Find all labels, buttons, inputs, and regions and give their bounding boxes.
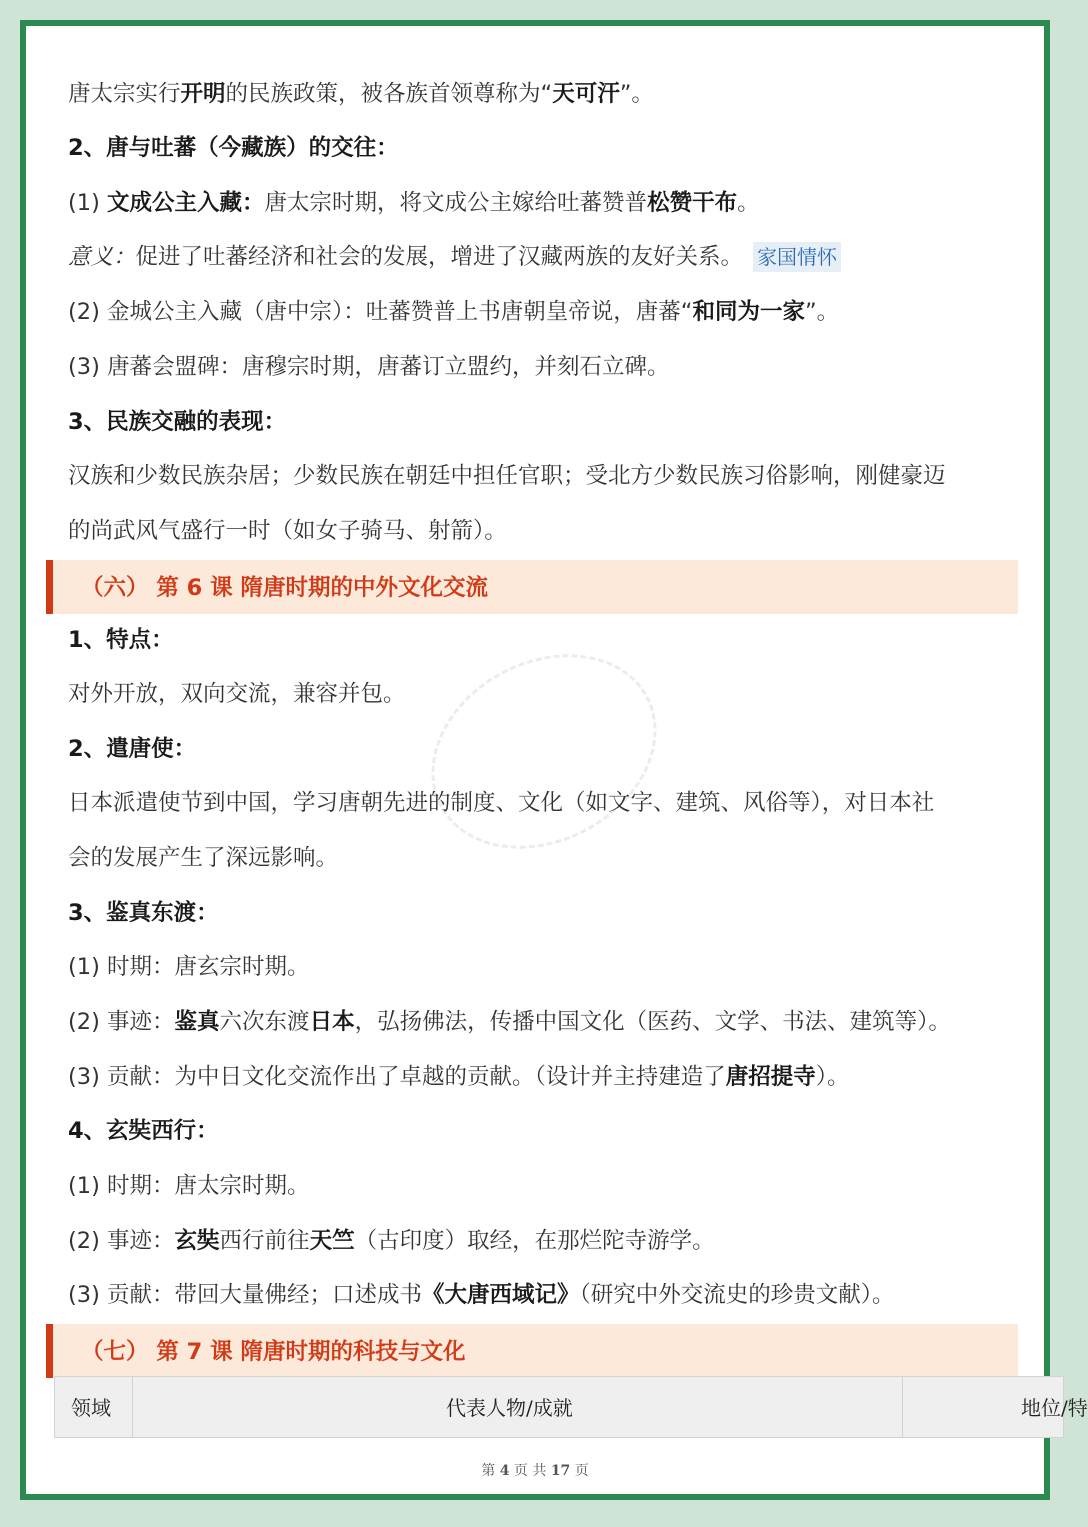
text-line: (3) 贡献：带回大量佛经；口述成书《大唐西域记》（研究中外交流史的珍贵文献）。: [68, 1282, 895, 1308]
table-header-row: [54, 1376, 1088, 1438]
text-line: (2) 金城公主入藏（唐中宗）：吐蕃赞普上书唐朝皇帝说，唐蕃“和同为一家”。: [68, 299, 840, 325]
text-line: (2) 事迹：鉴真六次东渡日本，弘扬佛法，传播中国文化（医药、文学、书法、建筑等）。: [68, 1009, 951, 1035]
tag-badge: 家国情怀: [753, 242, 841, 272]
lesson-banner-title: （六） 第 6 课 隋唐时期的中外文化交流: [81, 575, 488, 601]
document-page: [20, 20, 1088, 1500]
text-line: 唐太宗实行开明的民族政策，被各族首领尊称为“天可汗”。: [68, 81, 654, 107]
table-header-cell: 领域: [55, 1377, 133, 1437]
text-line: (1) 时期：唐太宗时期。: [68, 1173, 310, 1199]
section-heading: 2、遣唐使：: [68, 736, 197, 762]
section-heading: 2、唐与吐蕃（今藏族）的交往：: [68, 135, 399, 161]
text-line: 意义：促进了吐蕃经济和社会的发展，增进了汉藏两族的友好关系。 家国情怀: [68, 241, 841, 273]
text-line: 对外开放，双向交流，兼容并包。: [68, 681, 406, 707]
watermark-stamp: [397, 616, 690, 887]
lesson-banner: [46, 1324, 1018, 1378]
section-heading: 3、鉴真东渡：: [68, 900, 219, 926]
text-line: (1) 文成公主入藏：唐太宗时期，将文成公主嫁给吐蕃赞普松赞干布。: [68, 190, 760, 216]
text-line: (3) 唐蕃会盟碑：唐穆宗时期，唐蕃订立盟约，并刻石立碑。: [68, 354, 670, 380]
text-line: 的尚武风气盛行一时（如女子骑马、射箭）。: [68, 518, 507, 544]
lesson-banner: [46, 560, 1018, 614]
page-footer: 第 4 页 共 17 页: [481, 1463, 589, 1479]
text-line: (1) 时期：唐玄宗时期。: [68, 954, 310, 980]
table-header-cell: 地位/特: [1021, 1396, 1088, 1420]
section-heading: 3、民族交融的表现：: [68, 409, 287, 435]
text-line: 日本派遣使节到中国，学习唐朝先进的制度、文化（如文字、建筑、风俗等），对日本社: [68, 790, 935, 816]
text-line: 会的发展产生了深远影响。: [68, 845, 339, 871]
table-header-cell: 代表人物/成就: [133, 1377, 903, 1437]
text-line: (2) 事迹：玄奘西行前往天竺（古印度）取经，在那烂陀寺游学。: [68, 1228, 715, 1254]
lesson-banner-title: （七） 第 7 课 隋唐时期的科技与文化: [81, 1339, 466, 1365]
section-heading: 4、玄奘西行：: [68, 1118, 219, 1144]
text-line: (3) 贡献：为中日文化交流作出了卓越的贡献。（设计并主持建造了唐招提寺）。: [68, 1064, 850, 1090]
text-line: 汉族和少数民族杂居；少数民族在朝廷中担任官职；受北方少数民族习俗影响，刚健豪迈: [68, 463, 946, 489]
section-heading: 1、特点：: [68, 627, 174, 653]
